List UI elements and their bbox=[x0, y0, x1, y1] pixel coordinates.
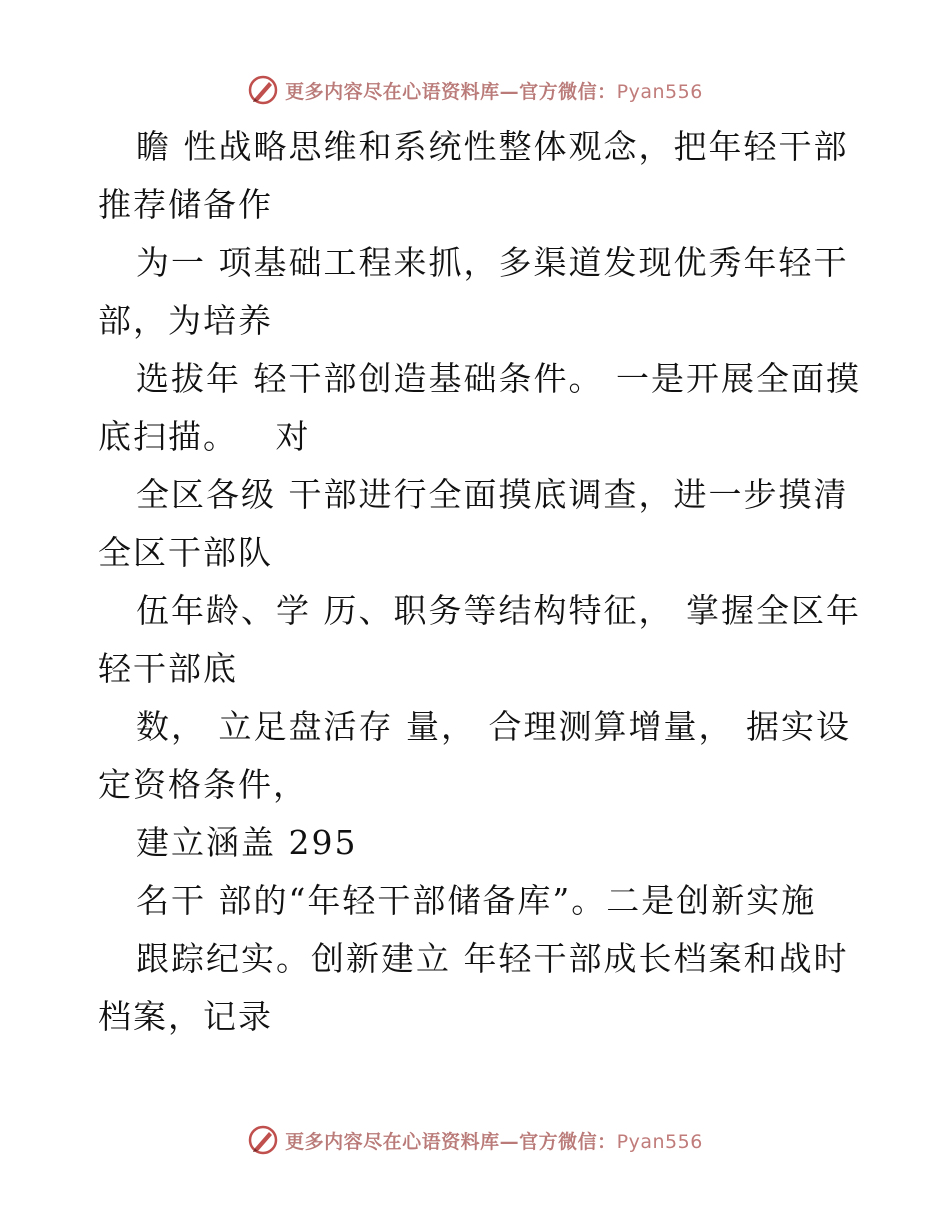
body-line: 全区各级 干部进行全面摸底调查，进一步摸清 bbox=[136, 475, 849, 514]
body-line: 部，为培养 bbox=[98, 301, 273, 340]
body-line: 档案，记录 bbox=[98, 997, 273, 1036]
wechat-account: Pyan556 bbox=[616, 1130, 703, 1153]
body-line: 建立涵盖 295 bbox=[136, 823, 358, 862]
banner-text: 更多内容尽在心语资料库—官方微信：Pyan556 bbox=[285, 80, 703, 103]
footer-banner bbox=[0, 1120, 950, 1160]
body-line: 为一 项基础工程来抓，多渠道发现优秀年轻干 bbox=[136, 243, 849, 282]
body-line: 跟踪纪实。创新建立 年轻干部成长档案和战时 bbox=[136, 939, 849, 978]
body-line: 瞻 性战略思维和系统性整体观念，把年轻干部 bbox=[136, 127, 849, 166]
wechat-account: Pyan556 bbox=[616, 80, 703, 103]
header-banner bbox=[0, 70, 950, 110]
body-line: 选拔年 轻干部创造基础条件。 一是开展全面摸 bbox=[136, 359, 861, 398]
body-line: 底扫描。 对 bbox=[98, 417, 311, 456]
body-line: 名干 部的“年轻干部储备库”。二是创新实施 bbox=[136, 881, 817, 920]
body-line: 数， 立足盘活存 量， 合理测算增量， 据实设 bbox=[136, 707, 851, 746]
body-line: 定资格条件， bbox=[98, 765, 308, 804]
banner-text: 更多内容尽在心语资料库—官方微信：Pyan556 bbox=[285, 1130, 703, 1153]
body-line: 全区干部队 bbox=[98, 533, 273, 572]
body-line: 伍年龄、学 历、职务等结构特征， 掌握全区年 bbox=[136, 591, 861, 630]
body-line: 推荐储备作 bbox=[98, 185, 273, 224]
pen-logo-icon bbox=[247, 74, 279, 106]
document-body bbox=[98, 118, 861, 1046]
body-line: 轻干部底 bbox=[98, 649, 238, 688]
pen-logo-icon bbox=[247, 1124, 279, 1156]
